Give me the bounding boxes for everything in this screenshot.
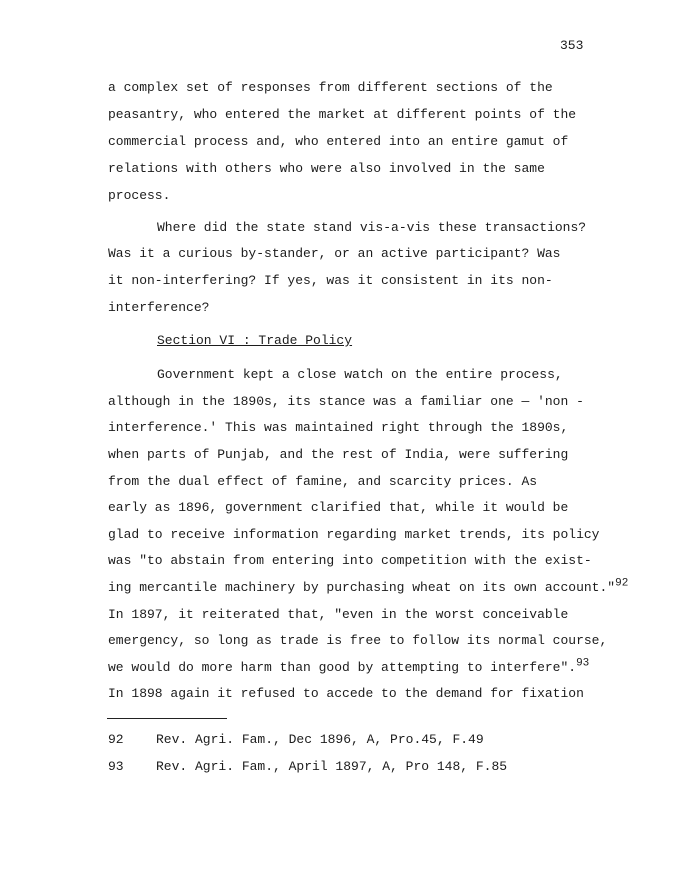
footnote-text: Rev. Agri. Fam., April 1897, A, Pro 148, F.85 [156, 759, 508, 774]
footnote-ref-92: 92 [615, 577, 629, 590]
text-line: interference? [108, 300, 210, 315]
text-line: Government kept a close watch on the entire process, [157, 367, 563, 382]
text-line: In 1897, it reiterated that, "even in the worst conceivable [108, 607, 569, 622]
footnote-number: 93 [108, 759, 124, 774]
footnote-ref-93: 93 [576, 657, 590, 670]
text-line: commercial process and, who entered into an entire gamut of [108, 134, 569, 149]
text-line: process. [108, 188, 171, 203]
footnote-item [108, 732, 484, 748]
text-line: from the dual effect of famine, and scarcity prices. As [108, 474, 538, 489]
text-line: it non-interfering? If yes, was it consistent in its non- [108, 273, 553, 288]
text-segment: ing mercantile machinery by purchasing wheat on its own account." [108, 580, 616, 595]
text-line: was "to abstain from entering into competition with the exist- [108, 553, 592, 568]
text-line [108, 577, 629, 596]
text-line: In 1898 again it refused to accede to the demand for fixation [108, 686, 584, 701]
footnote-number: 92 [108, 732, 124, 747]
footnote-text: Rev. Agri. Fam., Dec 1896, A, Pro.45, F.49 [156, 732, 484, 747]
text-line [108, 657, 590, 676]
page-number: 353 [560, 38, 584, 53]
footnote-divider [107, 718, 227, 719]
text-line: Where did the state stand vis-a-vis these transactions? [157, 220, 587, 235]
text-line: relations with others who were also involved in the same [108, 161, 545, 176]
text-line: emergency, so long as trade is free to follow its normal course, [108, 633, 608, 648]
text-line: although in the 1890s, its stance was a familiar one — 'non - [108, 394, 584, 409]
text-line: when parts of Punjab, and the rest of India, were suffering [108, 447, 569, 462]
section-heading: Section VI : Trade Policy [157, 333, 353, 348]
text-line: early as 1896, government clarified that, while it would be [108, 500, 569, 515]
text-line: Was it a curious by-stander, or an active participant? Was [108, 246, 561, 261]
text-line: peasantry, who entered the market at different points of the [108, 107, 577, 122]
text-segment: we would do more harm than good by attempting to interfere". [108, 660, 577, 675]
text-line: a complex set of responses from different sections of the [108, 80, 553, 95]
text-line: interference.' This was maintained right through the 1890s, [108, 420, 569, 435]
text-line: glad to receive information regarding market trends, its policy [108, 527, 600, 542]
footnote-item [108, 759, 507, 775]
